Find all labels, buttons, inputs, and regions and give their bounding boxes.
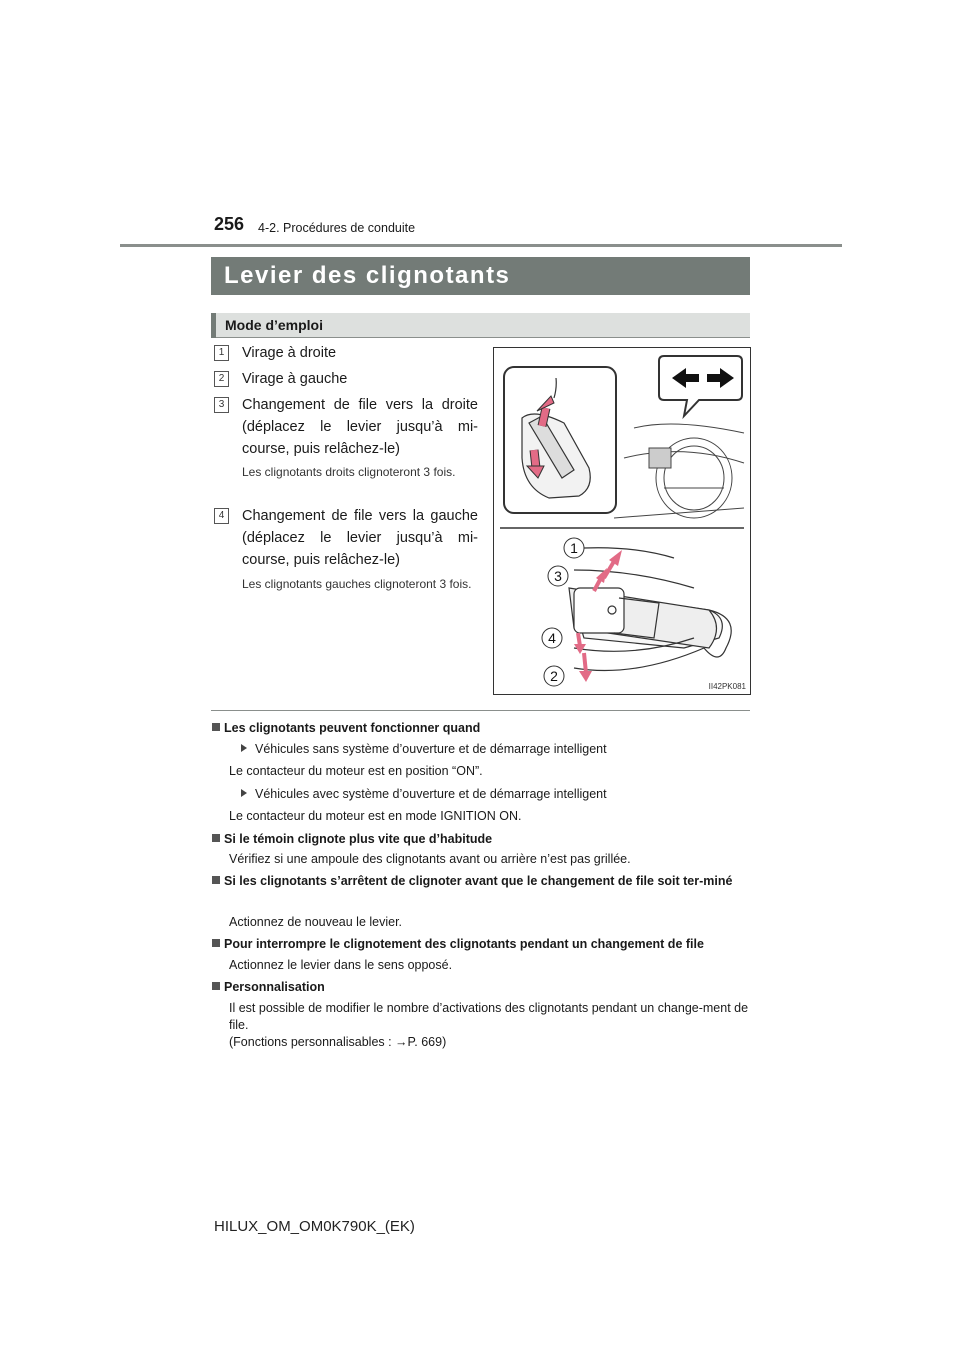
square-bullet-icon bbox=[212, 876, 220, 884]
item-number: 2 bbox=[214, 371, 229, 387]
content-divider bbox=[211, 710, 750, 711]
note-1-case-2-text: Le contacteur du moteur est en mode IGNITION ON. bbox=[229, 809, 522, 823]
turn-signal-figure bbox=[493, 347, 751, 695]
item-text: Virage à droite bbox=[242, 345, 337, 361]
lever-inset bbox=[504, 367, 616, 513]
item-number: 1 bbox=[214, 345, 229, 361]
page-number: 256 bbox=[214, 214, 245, 234]
note-1-case-1: Véhicules sans système d’ouverture et de démarrage intelligent bbox=[229, 741, 769, 758]
item-4 bbox=[214, 505, 478, 571]
note-3-heading: Si les clignotants s’arrêtent de clignoter avant que le changement de file soit ter-miné bbox=[212, 873, 748, 890]
note-5-heading: Personnalisation bbox=[212, 979, 752, 996]
item-number: 4 bbox=[214, 508, 229, 524]
footer-doc-id: HILUX_OM_OM0K790K_(EK) bbox=[214, 1218, 415, 1235]
page-title: Levier des clignotants bbox=[224, 262, 511, 289]
item-number: 3 bbox=[214, 397, 229, 413]
square-bullet-icon bbox=[212, 834, 220, 842]
callout-3-label: 3 bbox=[554, 568, 562, 584]
note-1-heading: Les clignotants peuvent fonctionner quand bbox=[212, 720, 752, 737]
page-title-bar bbox=[211, 257, 750, 295]
dashboard-sketch bbox=[614, 424, 744, 518]
note-3-text: Actionnez de nouveau le levier. bbox=[229, 915, 403, 929]
item-2 bbox=[214, 368, 478, 390]
callout-2-label: 2 bbox=[550, 668, 558, 684]
note-5-text: Il est possible de modifier le nombre d’activations des clignotants pendant un change-ment de file. bbox=[229, 1001, 749, 1032]
item-text: Virage à gauche bbox=[242, 371, 348, 387]
header-rule bbox=[120, 244, 842, 247]
item-text: Changement de file vers la gauche (déplacez le levier jusqu’à mi-course, puis relâchez-le) bbox=[242, 508, 478, 568]
note-2-text: Vérifiez si une ampoule des clignotants avant ou arrière n’est pas grillée. bbox=[229, 852, 631, 866]
triangle-bullet-icon bbox=[241, 744, 247, 752]
square-bullet-icon bbox=[212, 982, 220, 990]
lever-detail bbox=[569, 548, 731, 671]
subsection-title: Mode d’emploi bbox=[225, 317, 323, 333]
subsection-bar bbox=[211, 313, 750, 338]
note-2-heading: Si le témoin clignote plus vite que d’habitude bbox=[212, 831, 752, 848]
subsection-accent bbox=[211, 313, 216, 338]
section-label: 4-2. Procédures de conduite bbox=[258, 221, 416, 235]
item-1 bbox=[214, 342, 478, 364]
note-4-heading: Pour interrompre le clignotement des clignotants pendant un changement de file bbox=[212, 936, 752, 953]
note-1-case-2: Véhicules avec système d’ouverture et de démarrage intelligent bbox=[229, 786, 769, 803]
item-3 bbox=[214, 394, 478, 460]
turn-arrows-icon bbox=[659, 356, 742, 416]
item-4-note: Les clignotants gauches clignoteront 3 fois. bbox=[242, 577, 472, 591]
callout-4-label: 4 bbox=[548, 630, 556, 646]
note-1-case-1-text: Le contacteur du moteur est en position “ON”. bbox=[229, 764, 483, 778]
square-bullet-icon bbox=[212, 939, 220, 947]
note-4-text: Actionnez le levier dans le sens opposé. bbox=[229, 958, 453, 972]
item-3-note: Les clignotants droits clignoteront 3 fois. bbox=[242, 465, 456, 479]
turn-signal-illustration bbox=[494, 348, 750, 694]
square-bullet-icon bbox=[212, 723, 220, 731]
triangle-bullet-icon bbox=[241, 789, 247, 797]
note-5-reference: (Fonctions personnalisables : →P. 669) bbox=[229, 1035, 447, 1049]
callout-1-label: 1 bbox=[570, 540, 578, 556]
item-text: Changement de file vers la droite (déplacez le levier jusqu’à mi-course, puis relâchez-le) bbox=[242, 397, 478, 457]
figure-code: II42PK081 bbox=[708, 682, 746, 691]
